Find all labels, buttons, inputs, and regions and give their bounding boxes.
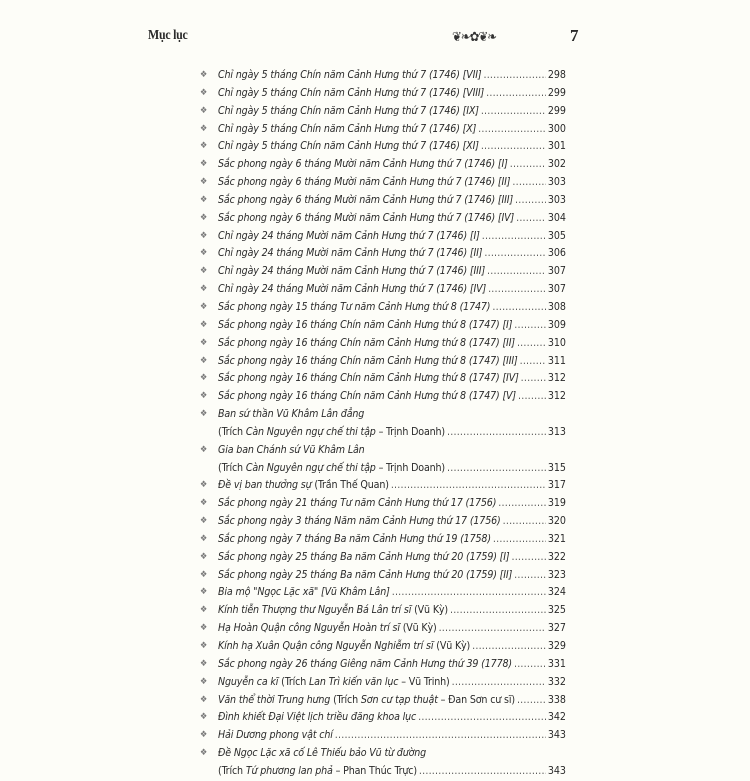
dot-leader	[515, 192, 546, 210]
bullet-icon: ❖	[200, 730, 208, 741]
title-segment: Chỉ ngày 5 tháng Chín năm Cảnh Hưng thứ 7 (1746) [VII]	[218, 69, 482, 81]
page-number: 7	[570, 26, 579, 45]
entry-page-number: 300	[547, 122, 566, 135]
bullet-icon: ❖	[200, 301, 208, 312]
title-segment: Chỉ ngày 5 tháng Chín năm Cảnh Hưng thứ 7 (1746) [IX]	[218, 104, 479, 117]
bullet-icon: ❖	[200, 248, 208, 259]
bullet-icon: ❖	[200, 230, 208, 241]
title-segment: Nguyễn ca kĩ	[218, 675, 279, 688]
toc-entry	[200, 495, 566, 513]
entry-title	[218, 281, 486, 299]
entry-title	[218, 584, 390, 602]
dot-leader	[450, 602, 546, 620]
title-segment: – Vũ Trinh)	[398, 675, 450, 688]
entry-title	[218, 156, 508, 174]
entry-page-number: 331	[547, 657, 566, 670]
entry-title	[218, 210, 514, 228]
title-segment: Sắc phong ngày 16 tháng Chín năm Cảnh Hưng thứ 8 (1747) [I]	[218, 318, 513, 331]
bullet-icon: ❖	[200, 569, 208, 580]
title-segment: (Trần Thế Quan)	[311, 479, 389, 492]
entry-title	[218, 388, 516, 406]
entry-page-number: 303	[547, 176, 566, 189]
title-segment: Bia mộ "Ngọc Lặc xã" [Vũ Khâm Lân]	[218, 586, 390, 599]
title-segment: – Trịnh Doanh)	[375, 461, 446, 474]
dot-leader	[487, 263, 546, 281]
title-segment: Sắc phong ngày 25 tháng Ba năm Cảnh Hưng thứ 20 (1759) [I]	[218, 550, 510, 563]
entry-page-number: 307	[547, 265, 566, 278]
title-segment: Sắc phong ngày 7 tháng Ba năm Cảnh Hưng thứ 19 (1758)	[218, 532, 491, 545]
title-segment: – Đan Sơn cư sĩ)	[437, 693, 515, 706]
toc-entry	[200, 638, 566, 656]
title-segment: Kính hạ Xuân Quận công Nguyễn Nghiễm trí sĩ	[218, 640, 434, 652]
dot-leader	[472, 638, 546, 656]
toc-entry	[200, 210, 566, 228]
bullet-icon: ❖	[200, 748, 208, 759]
entry-page-number: 343	[547, 764, 566, 777]
entry-page-number: 322	[547, 550, 566, 563]
toc-entry	[200, 477, 566, 495]
toc-entry	[200, 317, 566, 335]
toc-entry	[200, 406, 566, 424]
toc-entry-continuation	[200, 763, 566, 781]
toc-entry	[200, 388, 566, 406]
entry-page-number: 310	[547, 336, 566, 349]
entry-title	[218, 245, 482, 263]
entry-page-number: 298	[547, 69, 566, 81]
toc-entry	[200, 513, 566, 531]
title-segment: (Vũ Kỳ)	[399, 622, 437, 635]
entry-page-number: 338	[547, 693, 566, 706]
dot-leader	[511, 549, 545, 567]
title-segment: Văn thể thời Trung hưng	[218, 693, 331, 706]
entry-title	[218, 317, 512, 335]
entry-title	[218, 263, 485, 281]
toc-entry	[200, 263, 566, 281]
entry-page-number: 315	[547, 461, 566, 474]
toc-entry	[200, 674, 566, 692]
bullet-icon: ❖	[200, 141, 208, 152]
entry-page-number: 309	[547, 318, 566, 331]
title-segment: (Trích	[218, 764, 246, 777]
dot-leader	[521, 370, 546, 388]
toc-entry	[200, 353, 566, 371]
entry-page-number: 304	[547, 211, 566, 224]
dot-leader	[335, 727, 546, 745]
entry-title	[218, 567, 512, 585]
entry-title	[218, 335, 515, 353]
entry-page-number: 317	[547, 479, 566, 492]
bullet-icon: ❖	[200, 87, 208, 98]
entry-page-number: 320	[547, 515, 566, 528]
title-segment: Sắc phong ngày 21 tháng Tư năm Cảnh Hưng thứ 17 (1756)	[218, 497, 497, 510]
toc-entry-continuation	[200, 424, 566, 442]
toc-entry	[200, 174, 566, 192]
entry-title	[218, 370, 519, 388]
toc-entry	[200, 656, 566, 674]
title-segment: – Trịnh Doanh)	[375, 425, 446, 438]
dot-leader	[447, 424, 546, 442]
entry-page-number: 299	[547, 104, 566, 117]
dot-leader	[493, 531, 546, 549]
entry-title	[218, 460, 445, 478]
dot-leader	[486, 85, 546, 103]
bullet-icon: ❖	[200, 694, 208, 705]
bullet-icon: ❖	[200, 551, 208, 562]
title-segment: Sắc phong ngày 26 tháng Giêng năm Cảnh Hưng thứ 39 (1778)	[218, 657, 512, 670]
entry-page-number: 306	[547, 247, 566, 260]
entry-title	[218, 67, 481, 85]
toc-entry	[200, 103, 566, 121]
entry-page-number: 307	[547, 283, 566, 296]
toc-entry	[200, 692, 566, 710]
entry-title	[218, 495, 496, 513]
ornament-icon: ❦❧✿❦❧	[452, 30, 497, 45]
entry-page-number: 325	[547, 604, 566, 617]
entry-title	[218, 424, 445, 442]
title-segment: Sắc phong ngày 15 tháng Tư năm Cảnh Hưng thứ 8 (1747)	[218, 300, 491, 313]
toc-entry	[200, 709, 566, 727]
dot-leader	[517, 335, 546, 353]
entry-page-number: 343	[547, 729, 566, 742]
dot-leader	[498, 495, 546, 513]
entry-title	[218, 727, 333, 745]
bullet-icon: ❖	[200, 177, 208, 188]
title-segment: – Phan Thúc Trực)	[332, 764, 417, 777]
dot-leader	[478, 121, 546, 139]
title-segment: Sơn cư tạp thuật	[360, 693, 438, 706]
toc-entry	[200, 549, 566, 567]
title-segment: Lan Trì kiến văn lục	[308, 675, 399, 688]
entry-page-number: 305	[547, 229, 566, 242]
title-segment: Sắc phong ngày 16 tháng Chín năm Cảnh Hưng thứ 8 (1747) [II]	[218, 336, 515, 349]
toc-entry	[200, 281, 566, 299]
entry-title	[218, 477, 389, 495]
toc-entry	[200, 299, 566, 317]
bullet-icon: ❖	[200, 623, 208, 634]
bullet-icon: ❖	[200, 516, 208, 527]
entry-title	[218, 121, 476, 139]
dot-leader	[488, 281, 546, 299]
entry-title	[218, 602, 448, 620]
bullet-icon: ❖	[200, 533, 208, 544]
title-segment: Ban sứ thần Vũ Khâm Lân đẳng	[218, 408, 365, 421]
entry-title	[218, 549, 509, 567]
toc-entry	[200, 584, 566, 602]
title-segment: Gia ban Chánh sứ Vũ Khâm Lân	[218, 443, 365, 456]
bullet-icon: ❖	[200, 194, 208, 205]
title-segment: (Trích	[218, 461, 246, 474]
entry-title	[218, 174, 510, 192]
toc-entry	[200, 67, 566, 85]
entry-page-number: 329	[547, 640, 566, 652]
title-segment: (Vũ Kỳ)	[411, 604, 448, 617]
entry-title	[218, 85, 484, 103]
dot-leader	[391, 477, 546, 495]
entry-title	[218, 531, 491, 549]
toc-entry	[200, 156, 566, 174]
dot-leader	[392, 584, 546, 602]
entry-title	[218, 638, 470, 656]
dot-leader	[518, 388, 546, 406]
toc-entry	[200, 121, 566, 139]
entry-page-number: 319	[547, 497, 566, 510]
entry-title	[218, 513, 501, 531]
entry-page-number: 324	[547, 586, 566, 599]
dot-leader	[447, 460, 546, 478]
dot-leader	[514, 567, 546, 585]
title-segment: Đề Ngọc Lặc xã cố Lê Thiếu bảo Vũ từ đường	[218, 747, 427, 760]
title-segment: Kính tiễn Thượng thư Nguyễn Bá Lân trí sĩ	[218, 604, 412, 617]
dot-leader	[520, 353, 546, 371]
bullet-icon: ❖	[200, 123, 208, 134]
entry-title	[218, 763, 417, 781]
bullet-icon: ❖	[200, 284, 208, 295]
entry-title	[218, 406, 364, 424]
entry-page-number: 327	[547, 622, 566, 635]
title-segment: Càn Nguyên ngự chế thi tập	[245, 461, 376, 474]
title-segment: Hải Dương phong vật chí	[218, 729, 333, 742]
dot-leader	[510, 156, 546, 174]
bullet-icon: ❖	[200, 658, 208, 669]
entry-title	[218, 299, 490, 317]
title-segment: Đình khiết Đại Việt lịch triều đăng khoa lục	[218, 711, 417, 724]
title-segment: Sắc phong ngày 6 tháng Mười năm Cảnh Hưng thứ 7 (1746) [I]	[218, 158, 508, 171]
title-segment: Sắc phong ngày 16 tháng Chín năm Cảnh Hưng thứ 8 (1747) [V]	[218, 390, 516, 403]
entry-page-number: 342	[547, 711, 566, 724]
title-segment: Sắc phong ngày 6 tháng Mười năm Cảnh Hưng thứ 7 (1746) [IV]	[218, 211, 515, 224]
bullet-icon: ❖	[200, 409, 208, 420]
toc-entry	[200, 531, 566, 549]
toc-entry	[200, 567, 566, 585]
entry-page-number: 302	[547, 158, 566, 171]
dot-leader	[418, 709, 546, 727]
title-segment: Sắc phong ngày 3 tháng Năm năm Cảnh Hưng thứ 17 (1756)	[218, 515, 501, 528]
title-segment: Chỉ ngày 24 tháng Mười năm Cảnh Hưng thứ 7 (1746) [III]	[218, 265, 486, 278]
entry-page-number: 321	[547, 532, 566, 545]
dot-leader	[503, 513, 546, 531]
toc-entry-continuation	[200, 460, 566, 478]
title-segment: Chỉ ngày 24 tháng Mười năm Cảnh Hưng thứ 7 (1746) [IV]	[218, 283, 487, 296]
title-segment: Chỉ ngày 5 tháng Chín năm Cảnh Hưng thứ 7 (1746) [VIII]	[218, 86, 485, 99]
title-segment: Hạ Hoàn Quận công Nguyễn Hoàn trí sĩ	[218, 622, 400, 635]
bullet-icon: ❖	[200, 70, 208, 80]
toc-entry	[200, 192, 566, 210]
entry-page-number: 332	[547, 675, 566, 688]
bullet-icon: ❖	[200, 587, 208, 598]
title-segment: Sắc phong ngày 6 tháng Mười năm Cảnh Hưng thứ 7 (1746) [III]	[218, 193, 514, 206]
title-segment: Sắc phong ngày 25 tháng Ba năm Cảnh Hưng thứ 20 (1759) [II]	[218, 568, 513, 581]
toc-entry	[200, 620, 566, 638]
entry-title	[218, 620, 437, 638]
bullet-icon: ❖	[200, 355, 208, 366]
dot-leader	[484, 245, 545, 263]
title-segment: Chỉ ngày 5 tháng Chín năm Cảnh Hưng thứ 7 (1746) [XI]	[218, 140, 479, 153]
entry-page-number: 312	[547, 390, 566, 403]
entry-page-number: 311	[547, 354, 566, 367]
bullet-icon: ❖	[200, 391, 208, 402]
entry-title	[218, 709, 416, 727]
toc-entry	[200, 228, 566, 246]
bullet-icon: ❖	[200, 159, 208, 170]
dot-leader	[514, 656, 546, 674]
entry-page-number: 299	[547, 86, 566, 99]
dot-leader	[492, 299, 545, 317]
dot-leader	[483, 67, 545, 85]
bullet-icon: ❖	[200, 266, 208, 277]
toc-entry	[200, 138, 566, 156]
title-segment: Chỉ ngày 5 tháng Chín năm Cảnh Hưng thứ 7 (1746) [X]	[218, 122, 477, 135]
entry-title	[218, 745, 426, 763]
bullet-icon: ❖	[200, 373, 208, 384]
dot-leader	[452, 674, 546, 692]
entry-page-number: 301	[547, 140, 566, 153]
title-segment: (Trích	[278, 675, 309, 688]
entry-title	[218, 674, 450, 692]
title-segment: Sắc phong ngày 16 tháng Chín năm Cảnh Hưng thứ 8 (1747) [IV]	[218, 372, 519, 385]
toc-entry	[200, 745, 566, 763]
bullet-icon: ❖	[200, 444, 208, 455]
title-segment: Chỉ ngày 24 tháng Mười năm Cảnh Hưng thứ 7 (1746) [I]	[218, 229, 480, 242]
toc-entry	[200, 245, 566, 263]
dot-leader	[419, 763, 546, 781]
bullet-icon: ❖	[200, 498, 208, 509]
toc-entry	[200, 602, 566, 620]
dot-leader	[482, 228, 546, 246]
dot-leader	[481, 103, 546, 121]
entry-title	[218, 138, 479, 156]
entry-title	[218, 353, 518, 371]
entry-title	[218, 656, 512, 674]
title-segment: Sắc phong ngày 6 tháng Mười năm Cảnh Hưng thứ 7 (1746) [II]	[218, 176, 511, 189]
title-segment: Tứ phương lan phả	[245, 764, 333, 777]
toc-entry	[200, 727, 566, 745]
dot-leader	[439, 620, 546, 638]
bullet-icon: ❖	[200, 105, 208, 116]
title-segment: (Vũ Kỳ)	[433, 640, 471, 652]
toc-entry	[200, 335, 566, 353]
title-segment: Sắc phong ngày 16 tháng Chín năm Cảnh Hưng thứ 8 (1747) [III]	[218, 354, 518, 367]
title-segment: Chỉ ngày 24 tháng Mười năm Cảnh Hưng thứ 7 (1746) [II]	[218, 247, 483, 260]
toc-entry	[200, 442, 566, 460]
entry-title	[218, 192, 513, 210]
dot-leader	[516, 210, 546, 228]
toc-entry	[200, 370, 566, 388]
dot-leader	[517, 692, 546, 710]
entry-page-number: 312	[547, 372, 566, 385]
title-segment: (Trích	[218, 425, 246, 438]
dot-leader	[512, 174, 545, 192]
entry-page-number: 313	[547, 425, 566, 438]
bullet-icon: ❖	[200, 676, 208, 687]
bullet-icon: ❖	[200, 605, 208, 616]
entry-title	[218, 442, 365, 460]
entry-page-number: 303	[547, 193, 566, 206]
section-title: Mục lục	[148, 28, 188, 43]
bullet-icon: ❖	[200, 212, 208, 223]
entry-title	[218, 692, 515, 710]
entry-page-number: 308	[547, 300, 566, 313]
entry-page-number: 323	[547, 568, 566, 581]
dot-leader	[514, 317, 546, 335]
title-segment: Càn Nguyên ngự chế thi tập	[245, 425, 376, 438]
title-segment: Đề vị ban thưởng sự	[218, 479, 312, 492]
bullet-icon: ❖	[200, 337, 208, 348]
bullet-icon: ❖	[200, 712, 208, 723]
bullet-icon: ❖	[200, 319, 208, 330]
title-segment: (Trích	[330, 693, 361, 706]
table-of-contents	[200, 67, 566, 781]
entry-title	[218, 103, 479, 121]
toc-entry	[200, 85, 566, 103]
dot-leader	[481, 138, 546, 156]
bullet-icon: ❖	[200, 480, 208, 491]
bullet-icon: ❖	[200, 641, 208, 651]
entry-title	[218, 228, 480, 246]
